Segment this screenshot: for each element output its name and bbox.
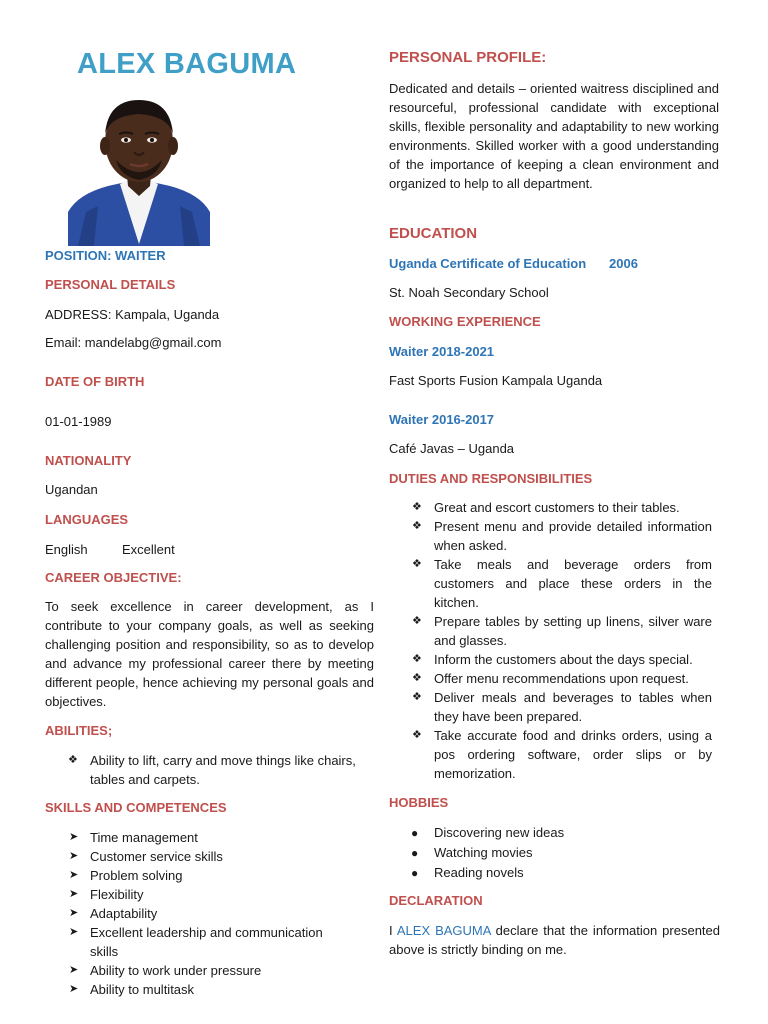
- list-item: ● Watching movies: [389, 843, 709, 863]
- list-item: ❖ Take meals and beverage orders from customers and place these orders in the kitchen.: [412, 557, 712, 610]
- education-heading: EDUCATION: [389, 225, 478, 242]
- diamond-bullet-icon: ❖: [412, 615, 422, 627]
- abilities-list: [45, 751, 380, 789]
- list-item: ➤ Ability to work under pressure: [69, 963, 262, 978]
- hobbies-heading: HOBBIES: [389, 795, 449, 810]
- skills-heading: SKILLS AND COMPETENCES: [45, 800, 227, 815]
- education-school: St. Noah Secondary School: [389, 285, 549, 300]
- list-item: ❖ Ability to lift, carry and move things like chairs, tables and carpets.: [68, 753, 356, 787]
- skills-list: [45, 828, 345, 999]
- language-name: English: [45, 542, 88, 557]
- diamond-bullet-icon: ❖: [68, 754, 78, 766]
- profile-heading: PERSONAL PROFILE:: [389, 49, 547, 66]
- abilities-heading: ABILITIES;: [45, 723, 113, 738]
- dob-value: 01-01-1989: [45, 414, 112, 429]
- list-item: ● Reading novels: [389, 863, 709, 883]
- education-year: 2006: [609, 256, 638, 271]
- list-item: ➤ Excellent leadership and communication skills: [69, 925, 323, 959]
- arrow-bullet-icon: ➤: [69, 850, 79, 862]
- dot-bullet-icon: ●: [411, 846, 419, 860]
- list-item: ➤ Adaptability: [69, 906, 158, 921]
- profile-text: Dedicated and details – oriented waitress disciplined and resourceful, professional candidate with exceptional skills, flexible personality and adaptability to new working environments. Skilled worker with a good understanding of the importance of keeping a clean environment and organized to help to all department.: [389, 81, 719, 191]
- job-place: Fast Sports Fusion Kampala Uganda: [389, 373, 603, 388]
- career-objective-text: To seek excellence in career development, as I contribute to your company goals, as well as seeking challenging position and responsibility, so as to develop and advance my professional career there by meeting different people, hence achieving my personal goals and objectives.: [45, 599, 374, 709]
- declaration-body: declare that the information presented above is strictly binding on me.: [389, 923, 721, 957]
- job-place: Café Javas – Uganda: [389, 441, 515, 456]
- experience-heading: WORKING EXPERIENCE: [389, 314, 541, 329]
- duties-list: [389, 498, 712, 783]
- email-text: Email: mandelabg@gmail.com: [45, 335, 222, 350]
- list-item: ➤ Problem solving: [69, 868, 183, 883]
- job-title: Waiter 2018-2021: [389, 344, 495, 359]
- declaration-prefix: I: [389, 923, 393, 938]
- job-title: Waiter 2016-2017: [389, 412, 495, 427]
- arrow-bullet-icon: ➤: [69, 869, 79, 881]
- education-certificate: Uganda Certificate of Education: [389, 256, 587, 271]
- profile-photo: [68, 94, 210, 246]
- position-line: POSITION: WAITER: [45, 248, 166, 263]
- arrow-bullet-icon: ➤: [69, 926, 79, 938]
- career-objective-heading: CAREER OBJECTIVE:: [45, 570, 182, 585]
- diamond-bullet-icon: ❖: [412, 653, 422, 665]
- dob-heading: DATE OF BIRTH: [45, 374, 145, 389]
- hobbies-list: [389, 823, 709, 883]
- candidate-name: ALEX BAGUMA: [77, 48, 297, 80]
- list-item: ❖ Offer menu recommendations upon request.: [412, 671, 689, 686]
- personal-details-heading: PERSONAL DETAILS: [45, 277, 176, 292]
- nationality-heading: NATIONALITY: [45, 453, 132, 468]
- address-text: ADDRESS: Kampala, Uganda: [45, 307, 220, 322]
- list-item: ➤ Flexibility: [69, 887, 144, 902]
- diamond-bullet-icon: ❖: [412, 501, 422, 513]
- diamond-bullet-icon: ❖: [412, 558, 422, 570]
- list-item: ● Discovering new ideas: [389, 823, 709, 843]
- list-item: ❖ Great and escort customers to their tables.: [412, 500, 680, 515]
- list-item: ❖ Take accurate food and drinks orders, using a pos ordering software, order slips or by memorization.: [412, 728, 712, 781]
- declaration-text: [389, 921, 720, 959]
- diamond-bullet-icon: ❖: [412, 691, 422, 703]
- diamond-bullet-icon: ❖: [412, 729, 422, 741]
- arrow-bullet-icon: ➤: [69, 831, 79, 843]
- list-item: ❖ Present menu and provide detailed information when asked.: [412, 519, 712, 553]
- diamond-bullet-icon: ❖: [412, 672, 422, 684]
- list-item: ❖ Deliver meals and beverages to tables when they have been prepared.: [412, 690, 712, 724]
- list-item: ➤ Ability to multitask: [69, 982, 195, 997]
- arrow-bullet-icon: ➤: [69, 964, 79, 976]
- declaration-heading: DECLARATION: [389, 893, 483, 908]
- portrait-illustration: [68, 94, 210, 246]
- arrow-bullet-icon: ➤: [69, 907, 79, 919]
- list-item: ❖ Prepare tables by setting up linens, silver ware and glasses.: [412, 614, 712, 648]
- list-item: ❖ Inform the customers about the days special.: [412, 652, 693, 667]
- duties-heading: DUTIES AND RESPONSIBILITIES: [389, 471, 593, 486]
- arrow-bullet-icon: ➤: [69, 983, 79, 995]
- dot-bullet-icon: ●: [411, 826, 419, 840]
- list-item: ➤ Customer service skills: [69, 849, 223, 864]
- language-level: Excellent: [122, 542, 175, 557]
- arrow-bullet-icon: ➤: [69, 888, 79, 900]
- dot-bullet-icon: ●: [411, 866, 419, 880]
- diamond-bullet-icon: ❖: [412, 520, 422, 532]
- list-item: ➤ Time management: [69, 830, 198, 845]
- languages-heading: LANGUAGES: [45, 512, 129, 527]
- declaration-name: ALEX BAGUMA: [396, 923, 491, 938]
- nationality-value: Ugandan: [45, 482, 98, 497]
